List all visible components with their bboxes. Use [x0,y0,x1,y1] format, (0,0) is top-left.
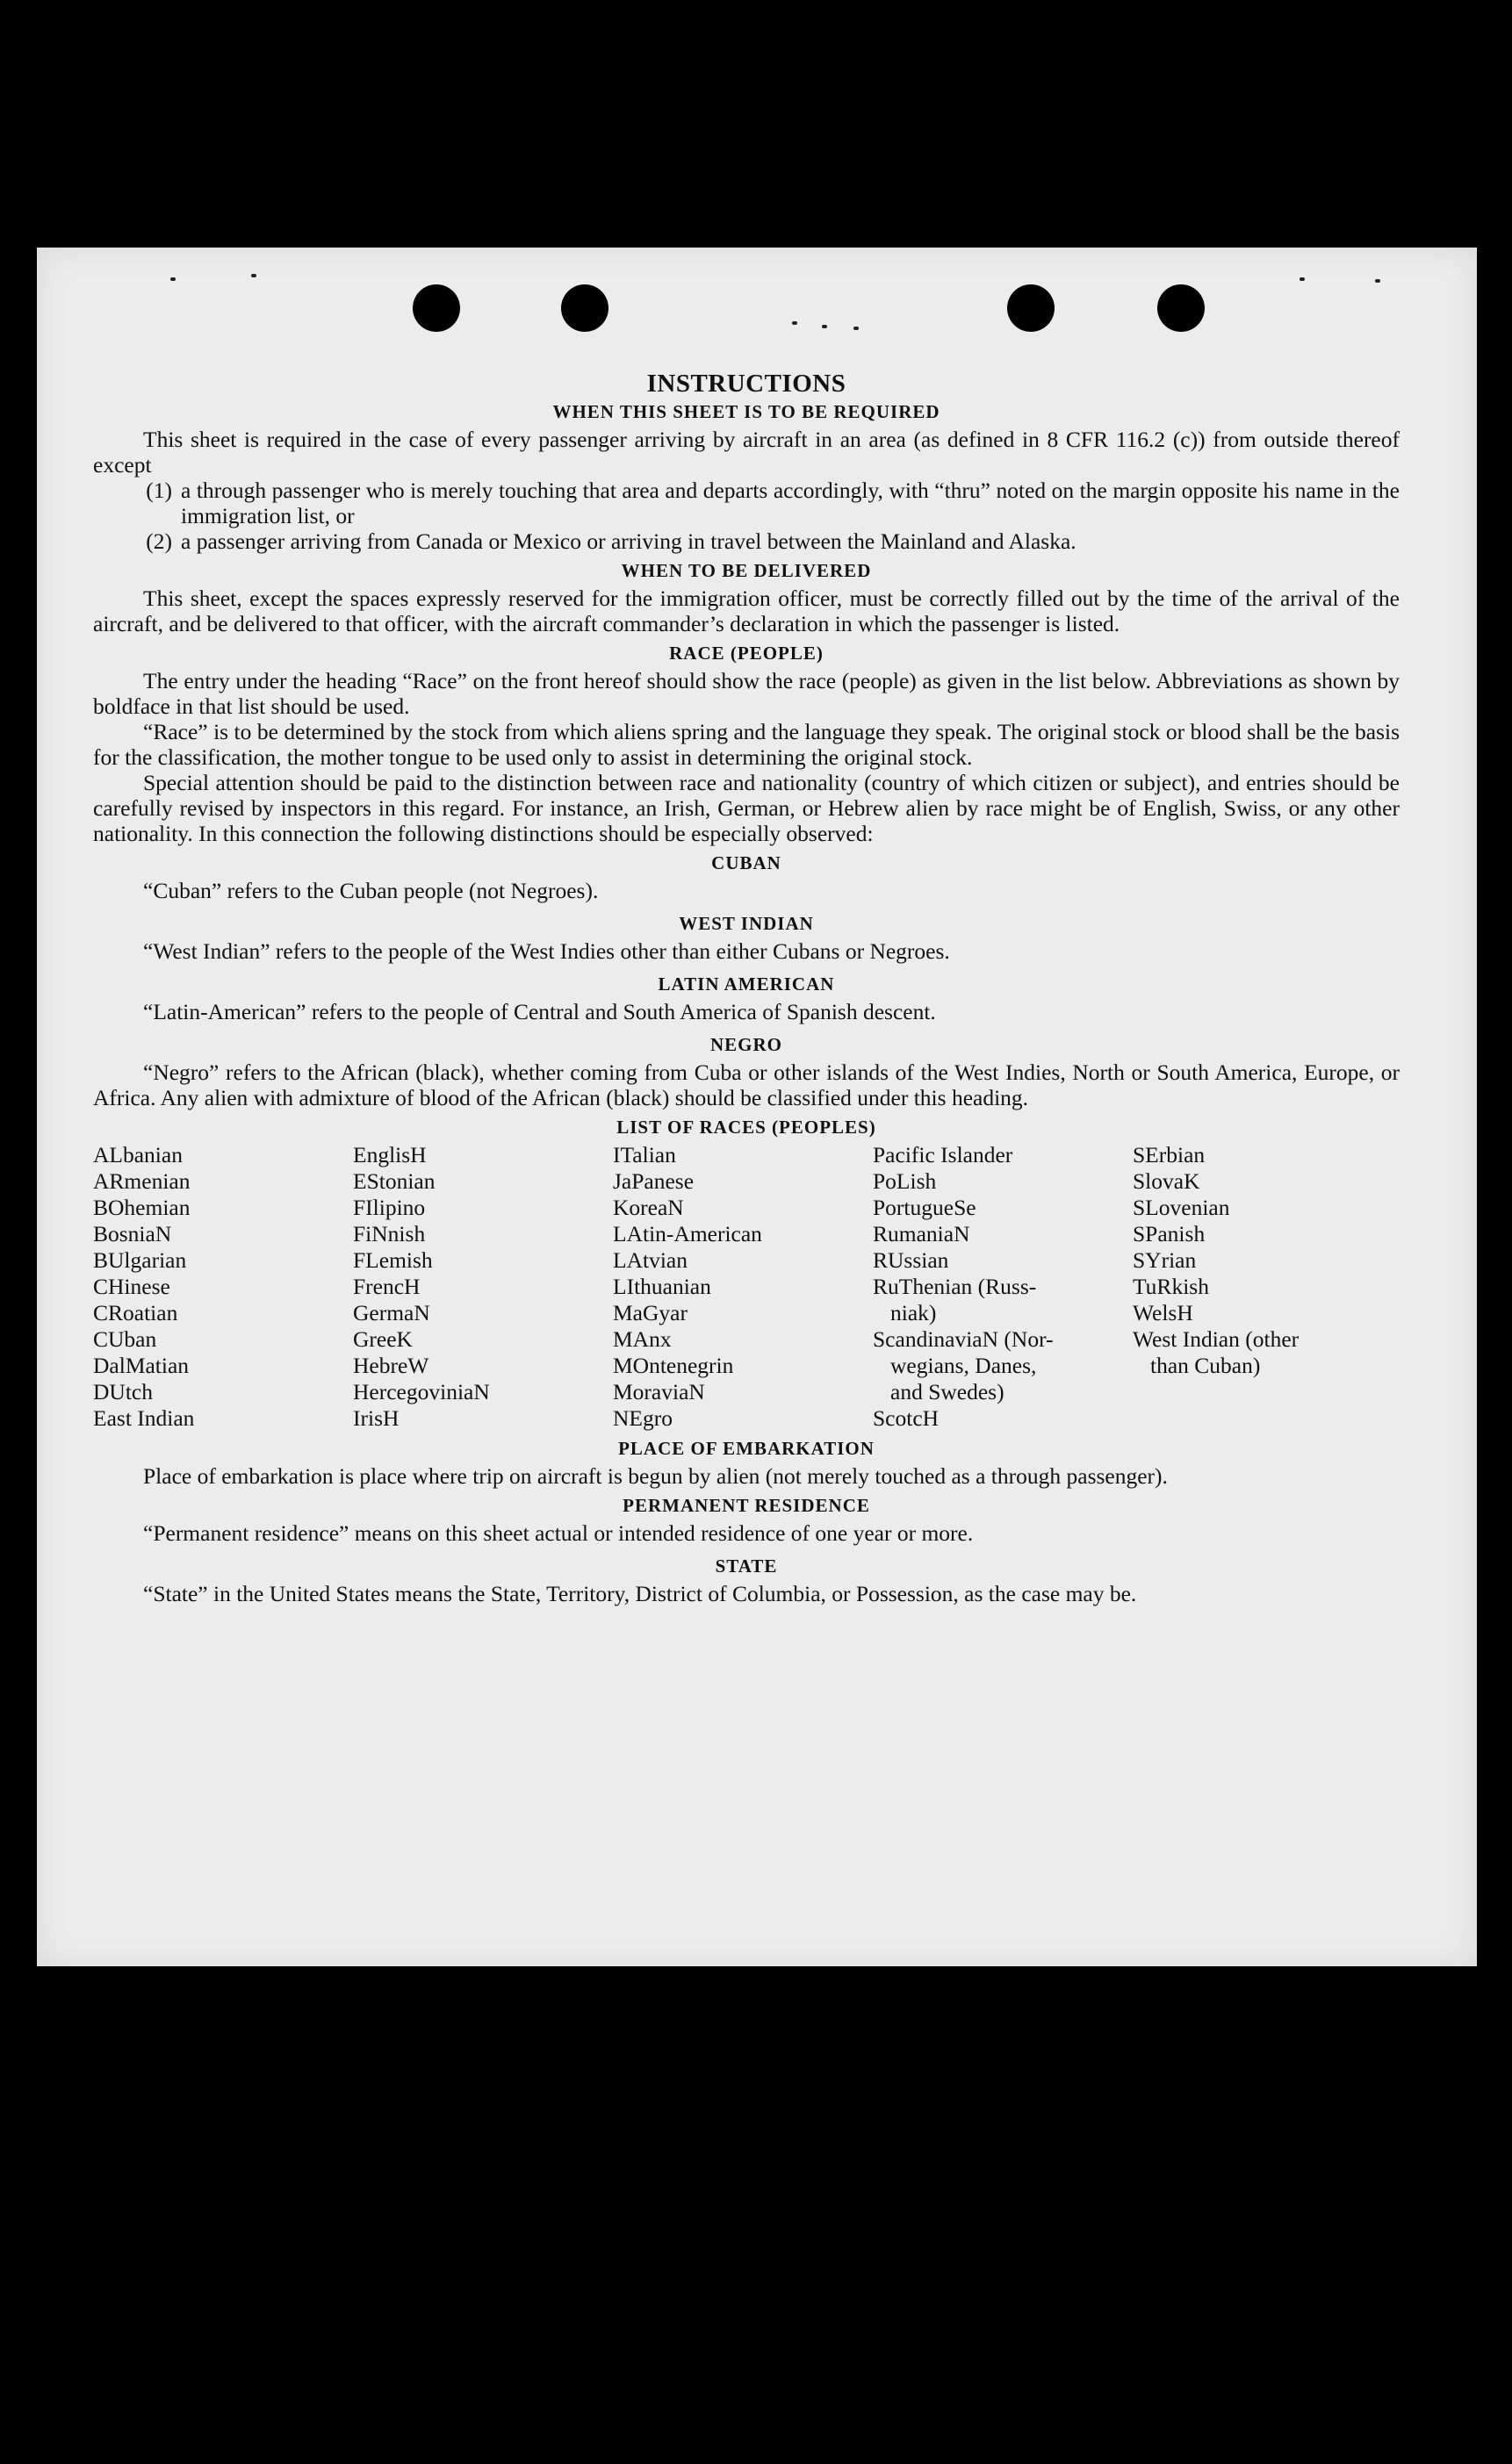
race-entry: Pacific Islander [873,1142,1013,1167]
races-column [873,1142,1133,1432]
race-entry: RUssian [873,1247,949,1273]
paragraph-when-required: This sheet is required in the case of every passenger arriving by aircraft in an area (as defined in 8 CFR 116.2 (c)) from outside thereof except [93,427,1400,478]
punch-hole [561,284,608,332]
paragraph-west-indian: “West Indian” refers to the people of the West Indies other than either Cubans or Negroes. [143,938,950,964]
speck [1300,277,1305,281]
instructions-text [93,369,1400,1606]
race-entry: ScandinaviaN (Nor- [873,1326,1054,1352]
race-entry: HercegoviniaN [353,1379,490,1404]
paragraph-race-2: “Race” is to be determined by the stock from which aliens spring and the language they speak. The original stock or blood shall be the basis for the classification, the mother tongue to be used only to assist in determining the original stock. [93,719,1400,770]
punch-hole [1157,284,1205,332]
race-entry: SYrian [1133,1247,1197,1273]
race-entry: SlovaK [1133,1168,1200,1194]
race-entry: East Indian [93,1405,195,1431]
race-entry: CUban [93,1326,157,1352]
race-entry: WelsH [1133,1300,1193,1325]
race-entry: LAtvian [613,1247,688,1273]
race-entry: ITalian [613,1142,676,1167]
heading-cuban: CUBAN [711,852,781,873]
heading-residence: PERMANENT RESIDENCE [623,1495,870,1516]
paragraph-negro: “Negro” refers to the African (black), whether coming from Cuba or other islands of the West Indies, North or South America, Europe, or Africa. Any alien with admixture of blood of the African (black) should be classified under this heading. [93,1060,1400,1110]
paragraph-latin-american: “Latin-American” refers to the people of Central and South America of Spanish descent. [143,999,936,1024]
speck [251,274,256,277]
race-entry: EStonian [353,1168,436,1194]
heading-state: STATE [715,1555,778,1577]
paragraph-embarkation: Place of embarkation is place where trip on aircraft is begun by alien (not merely touched as a through passenger). [143,1463,1168,1489]
race-entry: EnglisH [353,1142,427,1167]
race-entry: IrisH [353,1405,400,1431]
races-column [353,1142,613,1432]
race-entry: MoraviaN [613,1379,705,1404]
race-entry-continued: than Cuban) [1150,1353,1261,1378]
races-table [93,1142,1400,1432]
paragraph-residence: “Permanent residence” means on this sheet actual or intended residence of one year or more. [143,1520,974,1546]
speck [1375,279,1380,283]
race-entry: DalMatian [93,1353,190,1378]
document-sheet [37,248,1477,1966]
races-column [613,1142,873,1432]
heading-when-delivered: WHEN TO BE DELIVERED [621,560,872,581]
heading-embarkation: PLACE OF EMBARKATION [618,1438,875,1459]
race-entry: KoreaN [613,1195,684,1220]
race-entry: West Indian (other [1133,1326,1300,1352]
race-entry: ALbanian [93,1142,183,1167]
paragraph-race-1: The entry under the heading “Race” on the front hereof should show the race (people) as given in the list below. Abbreviations as shown by boldface in that list should be used. [93,668,1400,719]
race-entry-continued: niak) [890,1300,937,1325]
race-entry: MOntenegrin [613,1353,734,1378]
paragraph-when-delivered: This sheet, except the spaces expressly reserved for the immigration officer, must be correctly filled out by the time of the arrival of the aircraft, and be delivered to that officer, with the aircraft commander’s declaration in which the passenger is listed. [93,585,1400,636]
heading-when-required: WHEN THIS SHEET IS TO BE REQUIRED [552,401,940,422]
race-entry: PoLish [873,1168,937,1194]
race-entry: MAnx [613,1326,672,1352]
race-entry: BOhemian [93,1195,191,1220]
heading-negro: NEGRO [709,1034,782,1055]
item-text: a through passenger who is merely touching that area and departs accordingly, with “thru” noted on the margin opposite his name in the immigration list, or [181,478,1400,528]
race-entry: FiNnish [353,1221,426,1246]
race-entry-continued: and Swedes) [890,1379,1004,1404]
item-text: a passenger arriving from Canada or Mexico or arriving in travel between the Mainland and Alaska. [181,528,1076,554]
race-entry: RuThenian (Russ- [873,1274,1037,1299]
race-entry: HebreW [353,1353,429,1378]
heading-list-of-races: LIST OF RACES (PEOPLES) [616,1117,876,1138]
race-entry: DUtch [93,1379,153,1404]
race-entry: NEgro [613,1405,673,1431]
race-entry: CRoatian [93,1300,178,1325]
page-title: INSTRUCTIONS [646,370,846,398]
race-entry: SErbian [1133,1142,1206,1167]
race-entry: SLovenian [1133,1195,1230,1220]
speck [822,325,827,328]
race-entry: GreeK [353,1326,413,1352]
speck [792,321,797,325]
races-column [1133,1142,1400,1432]
race-entry: GermaN [353,1300,430,1325]
race-entry: LAtin-American [613,1221,762,1246]
speck [853,327,859,330]
heading-west-indian: WEST INDIAN [679,913,814,934]
punch-hole [413,284,460,332]
race-entry: TuRkish [1133,1274,1209,1299]
race-entry: LIthuanian [613,1274,711,1299]
race-entry: ScotcH [873,1405,940,1431]
paragraph-cuban: “Cuban” refers to the Cuban people (not Negroes). [143,878,599,903]
race-entry: BUlgarian [93,1247,187,1273]
paragraph-state: “State” in the United States means the State, Territory, District of Columbia, or Possession, as the case may be. [143,1581,1137,1606]
race-entry: SPanish [1133,1221,1206,1246]
races-column [93,1142,353,1432]
race-entry: MaGyar [613,1300,688,1325]
speck [170,277,176,281]
heading-race: RACE (PEOPLE) [669,643,824,664]
paragraph-race-3: Special attention should be paid to the distinction between race and nationality (country of which citizen or subject), and entries should be carefully revised by inspectors in this regard. For instance, an Irish, German, or Hebrew alien by race might be of English, Swiss, or any other nationality. In this connection the following distinctions should be especially observed: [93,770,1400,846]
race-entry: FIlipino [353,1195,426,1220]
race-entry: RumaniaN [873,1221,970,1246]
race-entry: FrencH [353,1274,421,1299]
race-entry-continued: wegians, Danes, [890,1353,1037,1378]
punch-hole [1007,284,1055,332]
heading-latin-american: LATIN AMERICAN [658,973,835,995]
race-entry: ARmenian [93,1168,191,1194]
race-entry: CHinese [93,1274,170,1299]
race-entry: BosniaN [93,1221,172,1246]
item-number: (1) [146,478,172,503]
race-entry: FLemish [353,1247,433,1273]
race-entry: PortugueSe [873,1195,976,1220]
list-item [93,478,1400,528]
race-entry: JaPanese [613,1168,695,1194]
item-number: (2) [146,528,172,554]
list-item [93,528,1400,554]
